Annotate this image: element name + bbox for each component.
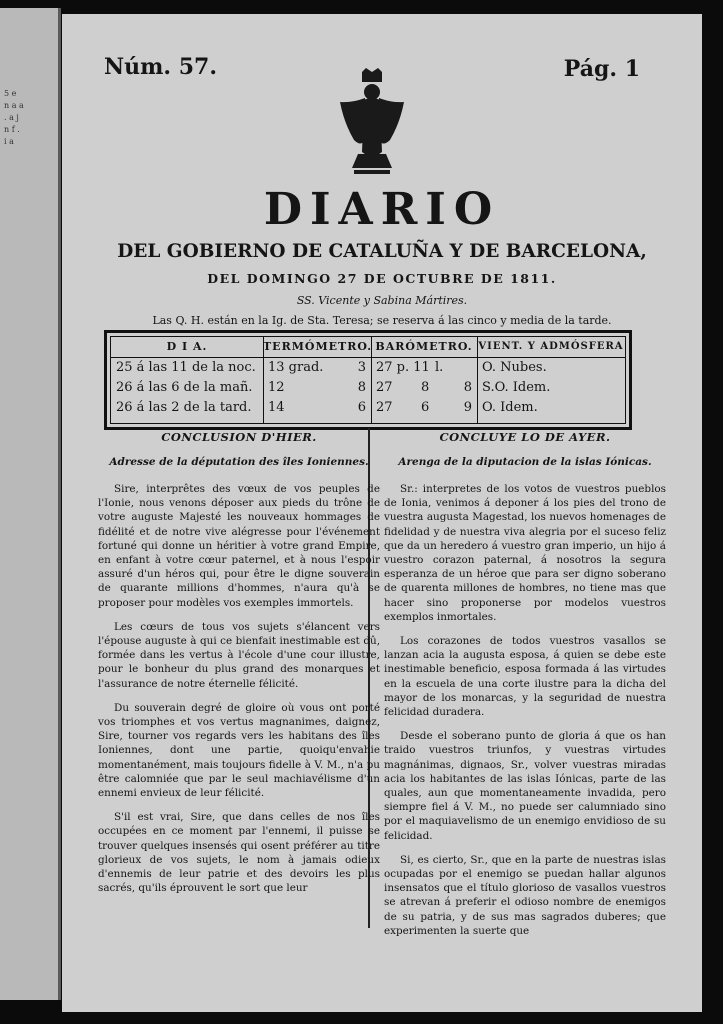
paragraph: Desde el soberano punto de gloria á que os han traido vuestros triunfos, y vuestras virtudes magnánimas, dignaos, Sr., volver vuestras miradas acia los habitantes de las islas Iónicas, parte de las quales, aun que momentaneamente invadida, pero siempre fiel á V. M., no puede ser calumniado sino por el maquiavelismo de un enemigo envidioso de su felicidad. [384,730,666,842]
imperial-eagle-emblem [332,68,412,188]
table-row [371,378,477,398]
weather-column-barometro [371,337,478,423]
newspaper-subtitle: DEL GOBIERNO DE CATALUÑA Y DE BARCELONA, [117,241,647,262]
weather-cell: 8 [463,380,472,395]
page-number: Pág. 1 [563,56,640,82]
weather-column-viento [477,337,625,423]
table-row [371,358,477,378]
weather-header-dia: D I A. [111,337,263,358]
issue-number: Núm. 57. [104,54,217,80]
weather-cell: 6 [421,400,430,415]
weather-cell: O. Idem. [482,400,538,415]
paragraph: Les cœurs de tous vos sujets s'élancent vers l'épouse auguste à qui ce bienfait inestimable est dû, formée dans les vertus à l'école d'une cour illustre, pour le bonheur du plus grand des monarques et l'assurance de notre éternelle félicité. [98,620,380,690]
weather-cell: S.O. Idem. [482,380,551,395]
table-row [263,398,371,418]
table-row [111,358,263,378]
paragraph: Los corazones de todos vuestros vasallos se lanzan acia la augusta esposa, á quien se debe este inestimable beneficio, esposa formada á las virtudes en la escuela de una corte ilustre para la dicha del mayor de los monarcas, y la seguridad de nuestra felicidad duradera. [384,635,666,719]
weather-cell: 8 [421,380,430,395]
weather-column-dia [111,337,264,423]
left-page-marks: 5 e n a a . a j n f . i a [4,89,24,146]
weather-cell: l. [435,360,444,375]
paragraph: S'il est vrai, Sire, que dans celles de nos îles occupées en ce moment par l'ennemi, il puisse se trouver quelques insensés qui osent préférer au titre glorieux de vos sujets, le nom à jamais odieux d'ennemis de leur patrie et des devoirs les plus sacrés, qu'ils éprouvent le sort que leur [98,811,380,895]
left-facing-page [0,8,61,1000]
weather-cell: O. Nubes. [482,360,547,375]
french-column-heading: CONCLUSION D'HIER. [161,430,317,444]
weather-cell: 27 [376,400,393,415]
weather-cell: 8 [357,380,366,395]
weather-cell: 26 á las 6 de la mañ. [116,380,253,395]
issue-date: DEL DOMINGO 27 DE OCTUBRE DE 1811. [207,271,557,286]
weather-cell: 13 grad. [268,360,324,375]
table-row [263,378,371,398]
french-column-subheading: Adresse de la députation des îles Ioniennes. [109,456,369,468]
table-row [111,398,263,418]
newspaper-title: DIARIO [263,184,501,235]
weather-header-viento: VIENT. Y ADMÓSFERA [477,337,625,358]
weather-cell: 14 [268,400,285,415]
paragraph: Du souverain degré de gloire où vous ont porté vos triomphes et vos vertus magnanimes, daignez, Sire, tourner vos regards vers les habitans des îles Ioniennes, dont une partie, quoiqu'envahie momentanément, mais toujours fidelle à V. M., n'a pu être calomniée que par le seul machiavélisme d'un ennemi envieux de leur félicité. [98,701,380,800]
paragraph: Si, es cierto, Sr., que en la parte de nuestras islas ocupadas por el enemigo se puedan hallar algunos insensatos que el título glorioso de vasallos vuestros se atrevan á preferir el odioso nombre de enemigos de su patria, y de sus mas sagrados duberes; que experimenten la suerte que [384,853,666,937]
spanish-column [384,430,666,938]
french-column [98,430,380,895]
spanish-column-subheading: Arenga de la diputacion de la islas Iónicas. [398,456,652,468]
weather-column-termometro [263,337,372,423]
newspaper-page [62,14,702,1012]
weather-cell: 25 á las 11 de la noc. [116,360,256,375]
paragraph: Sr.: interpretes de los votos de vuestros pueblos de Ionia, venimos á deponer á los pies del trono de vuestra augusta Magestad, los nuevos homenages de fidelidad y de nuestra viva alegria por el suceso feliz que da un heredero á vuestro gran imperio, un hijo á vuestro corazon paternal, á nosotros la segura esperanza de un héroe que para ser digno soberano de quarenta millones de hombres, no tiene mas que hacer sino proponerse por modelos vuestros exemplos inmortales. [384,483,666,623]
table-row [477,398,625,418]
weather-header-barometro: BARÓMETRO. [371,337,477,358]
table-row [477,378,625,398]
weather-cell: 26 á las 2 de la tard. [116,400,252,415]
weather-table [104,330,632,430]
paragraph: Sire, interprêtes des vœux de vos peuples de l'Ionie, nous venons déposer aux pieds du trône de votre auguste Majesté les nouveaux hommages de fidélité et de notre vive alégresse pour l'événement fortuné qui donne un héritier à votre grand Empire, en enfant à votre cœur paternel, et à nous l'espoir assuré d'un héros qui, pour être le digne souverain de quarante millions d'hommes, n'aura qu'à se proposer pour modèles vos exemples immortels. [98,483,380,609]
saints-of-day: SS. Vicente y Sabina Mártires. [296,294,468,307]
table-row [111,378,263,398]
weather-header-termometro: TERMÓMETRO. [263,337,371,358]
table-row [477,358,625,378]
weather-cell: 9 [463,400,472,415]
table-row [371,398,477,418]
weather-cell: 12 [268,380,285,395]
weather-cell: 6 [357,400,366,415]
church-notice: Las Q. H. están en la Ig. de Sta. Teresa; se reserva á las cinco y media de la tarde. [152,314,612,327]
spanish-column-heading: CONCLUYE LO DE AYER. [439,430,611,444]
weather-cell: 3 [357,360,366,375]
weather-cell: 27 [376,380,393,395]
weather-cell: 27 p. 11 [376,360,430,375]
table-row [263,358,371,378]
